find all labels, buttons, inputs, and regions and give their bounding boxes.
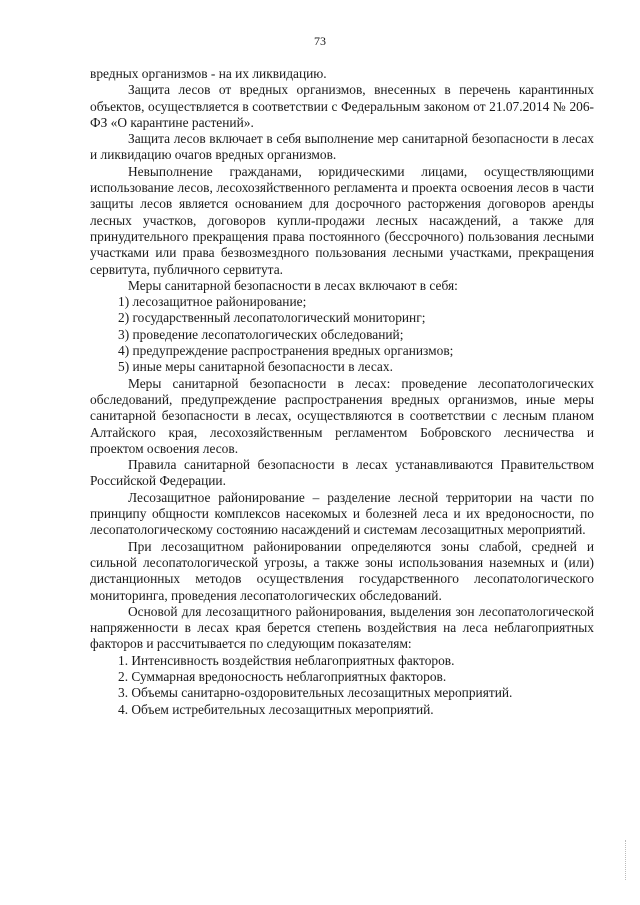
list-item: 1) лесозащитное районирование; (118, 294, 307, 310)
paragraph: Основой для лесозащитного районирования, выделения зон лесопатологической напряженности в лесах края берется степень воздействия на леса неблагоприятных факторов и рассчитывается по следующим показателям: (90, 603, 594, 652)
list-item: 3. Объемы санитарно-оздоровительных лесозащитных мероприятий. (118, 685, 513, 701)
paragraph: Лесозащитное районирование – разделение лесной территории на части по принципу общности комплексов насекомых и болезней леса и их вредоносности, по лесопатологическому состоянию насаждений и системам лесозащитных мероприятий. (90, 489, 594, 538)
paragraph: Правила санитарной безопасности в лесах устанавливаются Правительством Российской Федерации. (90, 457, 594, 489)
paragraph: При лесозащитном районировании определяются зоны слабой, средней и сильной лесопатологической угрозы, а также зоны использования наземных и (или) дистанционных методов осуществления государственного лесопатологического мониторинга, проведения лесопатологических обследований. (90, 538, 594, 603)
margin-scan-mark (625, 840, 630, 880)
paragraph: Меры санитарной безопасности в лесах включают в себя: (128, 277, 458, 293)
paragraph: вредных организмов - на их ликвидацию. (90, 66, 327, 81)
document-body (90, 66, 594, 718)
list-item: 2. Суммарная вредоносность неблагоприятных факторов. (118, 668, 447, 684)
paragraph: Защита лесов от вредных организмов, внесенных в перечень карантинных объектов, осуществляется в соответствии с Федеральным законом от 21.07.2014 № 206-ФЗ «О карантине растений». (90, 82, 594, 130)
list-item: 2) государственный лесопатологический мониторинг; (118, 310, 426, 326)
paragraph: Защита лесов включает в себя выполнение мер санитарной безопасности в лесах и ликвидацию очагов вредных организмов. (90, 131, 594, 163)
paragraph: Невыполнение гражданами, юридическими лицами, осуществляющими использование лесов, лесохозяйственного регламента и проекта освоения лесов в части защиты лесов является основанием для досрочного расторжения договоров аренды лесных участков, договоров купли-продажи лесных насаждений, а также для принудительного прекращения права постоянного (бессрочного) пользования лесными участками или права безвозмездного пользования лесными участками, прекращения сервитута, публичного сервитута. (90, 163, 594, 277)
list-item: 3) проведение лесопатологических обследований; (118, 326, 404, 342)
list-item: 4. Объем истребительных лесозащитных мероприятий. (118, 701, 434, 717)
paragraph: Меры санитарной безопасности в лесах: проведение лесопатологических обследований, предупреждение распространения вредных организмов, иные меры санитарной безопасности в лесах, осуществляются в соответствии с лесным планом Алтайского края, лесохозяйственным регламентом Бобровского лесничества и проектом освоения лесов. (90, 375, 594, 456)
list-item: 5) иные меры санитарной безопасности в лесах. (118, 359, 393, 375)
list-item: 1. Интенсивность воздействия неблагоприятных факторов. (118, 652, 455, 668)
page-number: 73 (314, 34, 326, 48)
list-item: 4) предупреждение распространения вредных организмов; (118, 343, 454, 359)
